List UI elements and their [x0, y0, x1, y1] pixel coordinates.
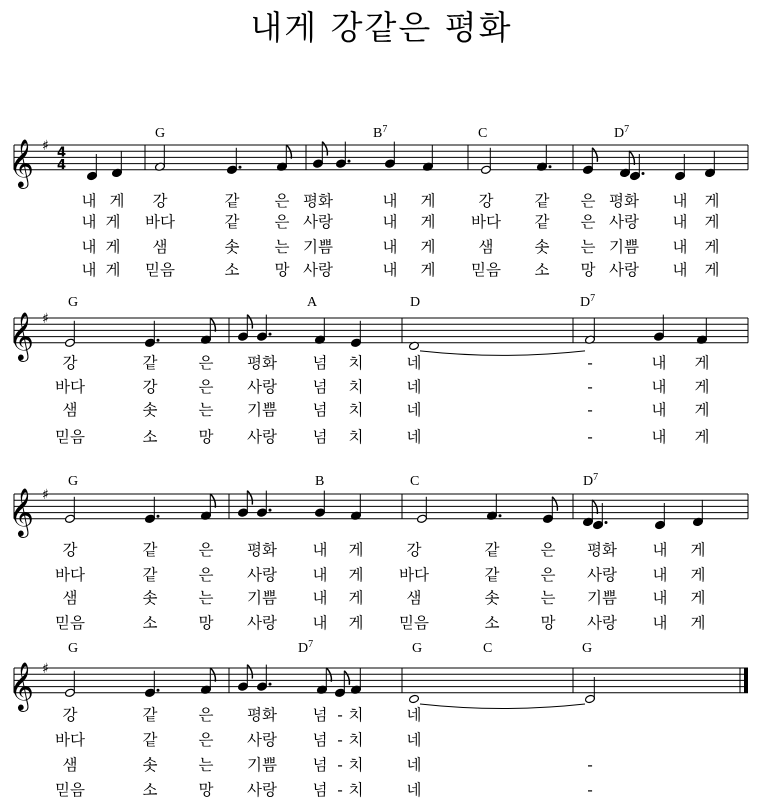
lyric-syllable: 같 [484, 541, 500, 559]
lyric-syllable: 게 [690, 566, 706, 584]
lyric-syllable: 평화 [247, 354, 277, 372]
lyric-syllable: - [337, 706, 343, 724]
lyric-syllable: 게 [704, 213, 720, 231]
lyric-syllable: 내 [652, 541, 668, 559]
lyric-syllable: 사랑 [247, 566, 277, 584]
note-dot [157, 689, 160, 692]
lyric-syllable: 같 [142, 354, 158, 372]
lyric-syllable: 은 [198, 566, 214, 584]
lyric-syllable: 은 [198, 354, 214, 372]
chord-symbol: $D^7$ [614, 124, 630, 141]
lyric-syllable: - [587, 354, 593, 372]
lyric-syllable: 샘 [478, 238, 494, 256]
lyric-syllable: 믿음 [55, 614, 85, 632]
treble-clef-icon: 𝄞 [9, 660, 34, 710]
lyric-syllable: 치 [348, 378, 364, 396]
note-dot [239, 166, 242, 169]
lyric-syllable: 내 [651, 354, 667, 372]
lyric-syllable: 내 [672, 213, 688, 231]
lyric-syllable: 게 [694, 428, 710, 446]
lyric-syllable: 는 [580, 238, 596, 256]
lyric-syllable: 솟 [142, 589, 158, 607]
lyric-syllable: 망 [198, 614, 214, 632]
lyric-syllable: 는 [198, 401, 214, 419]
note-dot [642, 172, 645, 175]
lyric-syllable: - [587, 428, 593, 446]
lyric-syllable: 같 [142, 706, 158, 724]
lyric-syllable: 은 [198, 706, 214, 724]
lyric-syllable: 내 [672, 261, 688, 279]
key-signature-sharp-icon: ♯ [42, 661, 49, 677]
note-flag [552, 497, 557, 511]
lyric-syllable: 치 [348, 756, 364, 774]
lyric-syllable: 치 [348, 401, 364, 419]
chord-symbol: G [68, 295, 79, 310]
note-flag [592, 500, 597, 514]
lyric-syllable: 소 [142, 781, 158, 799]
lyric-syllable: 게 [348, 614, 364, 632]
lyric-syllable: 는 [198, 756, 214, 774]
lyric-syllable: 강 [62, 706, 78, 724]
lyric-syllable: 기쁨 [609, 238, 639, 256]
lyric-syllable: 내 [312, 589, 328, 607]
lyric-syllable: 사랑 [609, 213, 639, 231]
lyric-syllable: 네 [406, 428, 422, 446]
lyric-syllable: 평화 [609, 192, 639, 210]
note-head [409, 694, 420, 703]
lyric-syllable: 넘 [312, 428, 328, 446]
lyric-syllable: 넘 [312, 401, 328, 419]
lyric-syllable: 사랑 [247, 781, 277, 799]
lyric-syllable: 내 [382, 238, 398, 256]
note-dot [499, 514, 502, 517]
time-signature-top: 4 [57, 145, 67, 161]
chord-symbol: G [155, 126, 166, 141]
note-dot [269, 333, 272, 336]
lyric-syllable: 내 [651, 401, 667, 419]
note-dot [157, 339, 160, 342]
lyric-syllable: 게 [105, 213, 121, 231]
lyric-syllable: 내 [382, 213, 398, 231]
chord-symbol: $D^7$ [298, 639, 314, 656]
lyric-syllable: 넘 [312, 706, 328, 724]
lyric-syllable: 강 [478, 192, 494, 210]
key-signature-sharp-icon: ♯ [42, 311, 49, 327]
lyric-syllable: 평화 [587, 541, 617, 559]
lyric-syllable: 바다 [471, 213, 501, 231]
lyric-syllable: 솟 [484, 589, 500, 607]
lyric-syllable: 게 [694, 354, 710, 372]
lyric-syllable: 내 [312, 614, 328, 632]
lyric-syllable: 기쁨 [587, 589, 617, 607]
chord-symbol: C [410, 474, 420, 489]
lyric-syllable: 솟 [142, 756, 158, 774]
lyric-syllable: 망 [198, 781, 214, 799]
lyric-syllable: 같 [224, 192, 240, 210]
lyric-syllable: - [587, 756, 593, 774]
lyric-syllable: 게 [694, 378, 710, 396]
lyric-syllable: 믿음 [145, 261, 175, 279]
chord-symbol: G [412, 641, 423, 656]
lyric-syllable: 는 [540, 589, 556, 607]
lyric-syllable: 게 [105, 238, 121, 256]
chord-symbol: $B^7$ [373, 124, 388, 141]
chord-symbol: G [582, 641, 593, 656]
lyric-syllable: 샘 [62, 401, 78, 419]
lyric-syllable: 게 [704, 261, 720, 279]
chord-symbol: G [68, 641, 79, 656]
lyric-syllable: 바다 [55, 566, 85, 584]
lyric-syllable: 넘 [312, 354, 328, 372]
lyric-syllable: 기쁨 [247, 589, 277, 607]
chord-symbol: A [307, 295, 318, 310]
lyric-syllable: 게 [420, 238, 436, 256]
lyric-syllable: 는 [198, 589, 214, 607]
chord-symbol: $D^7$ [583, 472, 599, 489]
note-flag [592, 148, 597, 162]
lyric-syllable: 네 [406, 706, 422, 724]
lyric-syllable: 내 [652, 566, 668, 584]
lyric-syllable: 은 [198, 378, 214, 396]
lyric-syllable: 소 [224, 261, 240, 279]
lyric-syllable: 사랑 [609, 261, 639, 279]
lyric-syllable: 내 [81, 261, 97, 279]
lyric-syllable: 넘 [312, 378, 328, 396]
time-signature-bottom: 4 [57, 157, 67, 173]
key-signature-sharp-icon: ♯ [42, 138, 49, 154]
lyric-syllable: 샘 [62, 756, 78, 774]
chord-symbol: G [68, 474, 79, 489]
lyric-syllable: 넘 [312, 756, 328, 774]
lyric-syllable: 게 [420, 213, 436, 231]
note-dot [269, 509, 272, 512]
lyric-syllable: 게 [348, 566, 364, 584]
lyric-syllable: 치 [348, 781, 364, 799]
lyric-syllable: - [337, 731, 343, 749]
lyric-syllable: 바다 [55, 731, 85, 749]
lyric-syllable: - [337, 756, 343, 774]
lyric-syllable: 소 [484, 614, 500, 632]
lyric-syllable: 내 [382, 261, 398, 279]
lyric-syllable: 바다 [55, 378, 85, 396]
lyric-syllable: 믿음 [399, 614, 429, 632]
lyric-syllable: - [337, 781, 343, 799]
tie [420, 351, 585, 356]
lyric-syllable: 사랑 [303, 261, 333, 279]
song-title: 내게 강같은 평화 [250, 8, 513, 47]
lyric-syllable: 믿음 [55, 781, 85, 799]
note-dot [549, 165, 552, 168]
lyric-syllable: 강 [152, 192, 168, 210]
note-flag [247, 315, 252, 329]
lyric-syllable: 게 [690, 614, 706, 632]
chord-symbol: $D^7$ [580, 293, 596, 310]
treble-clef-icon: 𝄞 [9, 137, 34, 187]
lyric-syllable: 내 [652, 614, 668, 632]
lyric-syllable: 평화 [247, 541, 277, 559]
lyric-syllable: 솟 [224, 238, 240, 256]
lyric-syllable: 믿음 [471, 261, 501, 279]
lyric-syllable: 샘 [406, 589, 422, 607]
note-flag [247, 491, 252, 505]
lyric-syllable: 강 [62, 354, 78, 372]
lyric-syllable: 망 [198, 428, 214, 446]
lyric-syllable: 같 [142, 731, 158, 749]
lyric-syllable: 게 [690, 589, 706, 607]
lyric-syllable: 내 [312, 541, 328, 559]
lyric-syllable: 기쁨 [247, 756, 277, 774]
lyric-syllable: 기쁨 [303, 238, 333, 256]
lyric-syllable: 내 [652, 589, 668, 607]
note-dot [348, 160, 351, 163]
lyric-syllable: 같 [142, 566, 158, 584]
final-bar-thick [744, 668, 748, 693]
lyric-syllable: 같 [484, 566, 500, 584]
lyric-syllable: 내 [651, 428, 667, 446]
lyric-syllable: 게 [109, 192, 125, 210]
lyric-syllable: 사랑 [247, 428, 277, 446]
lyric-syllable: 게 [348, 589, 364, 607]
lyric-syllable: 은 [198, 731, 214, 749]
lyric-syllable: 기쁨 [247, 401, 277, 419]
lyric-syllable: 네 [406, 781, 422, 799]
key-signature-sharp-icon: ♯ [42, 487, 49, 503]
lyric-syllable: 샘 [62, 589, 78, 607]
lyric-syllable: 게 [694, 401, 710, 419]
note-flag [344, 671, 349, 685]
lyric-syllable: 치 [348, 706, 364, 724]
chord-symbol: B [315, 474, 325, 489]
lyric-syllable: 게 [704, 192, 720, 210]
lyric-syllable: 은 [540, 566, 556, 584]
lyric-syllable: 사랑 [587, 566, 617, 584]
lyric-syllable: 같 [534, 213, 550, 231]
lyric-syllable: - [587, 401, 593, 419]
lyric-syllable: 소 [142, 614, 158, 632]
note-dot [269, 683, 272, 686]
lyric-syllable: 은 [274, 192, 290, 210]
lyric-syllable: 같 [224, 213, 240, 231]
lyric-syllable: 치 [348, 354, 364, 372]
lyric-syllable: 내 [672, 192, 688, 210]
lyric-syllable: 게 [420, 261, 436, 279]
lyric-syllable: 같 [142, 541, 158, 559]
lyric-syllable: 믿음 [55, 428, 85, 446]
lyric-syllable: 강 [62, 541, 78, 559]
note-dot [605, 521, 608, 524]
lyric-syllable: 사랑 [247, 731, 277, 749]
lyric-syllable: 평화 [247, 706, 277, 724]
lyric-syllable: 망 [540, 614, 556, 632]
lyric-syllable: 넘 [312, 781, 328, 799]
lyric-syllable: 게 [690, 541, 706, 559]
chord-symbol: C [478, 126, 488, 141]
lyric-syllable: 바다 [145, 213, 175, 231]
lyric-syllable: 은 [580, 213, 596, 231]
lyric-syllable: 은 [580, 192, 596, 210]
lyric-syllable: - [587, 781, 593, 799]
lyric-syllable: 사랑 [303, 213, 333, 231]
lyric-syllable: 내 [651, 378, 667, 396]
lyric-syllable: 네 [406, 354, 422, 372]
lyric-syllable: 게 [105, 261, 121, 279]
note-flag [247, 665, 252, 679]
lyric-syllable: 사랑 [247, 614, 277, 632]
lyric-syllable: 바다 [399, 566, 429, 584]
lyric-syllable: 네 [406, 378, 422, 396]
lyric-syllable: 는 [274, 238, 290, 256]
lyric-syllable: 네 [406, 401, 422, 419]
chord-symbol: D [410, 295, 421, 310]
lyric-syllable: 게 [704, 238, 720, 256]
lyric-syllable: 솟 [142, 401, 158, 419]
lyric-syllable: 솟 [534, 238, 550, 256]
lyric-syllable: 내 [81, 213, 97, 231]
lyric-syllable: 소 [142, 428, 158, 446]
lyric-syllable: 사랑 [247, 378, 277, 396]
lyric-syllable: 게 [348, 541, 364, 559]
treble-clef-icon: 𝄞 [9, 310, 34, 360]
lyric-syllable: 네 [406, 756, 422, 774]
chord-symbol: C [483, 641, 493, 656]
lyric-syllable: 내 [81, 192, 97, 210]
lyric-syllable: 같 [534, 192, 550, 210]
lyric-syllable: 평화 [303, 192, 333, 210]
lyric-syllable: 내 [382, 192, 398, 210]
note-flag [322, 142, 327, 156]
treble-clef-icon: 𝄞 [9, 486, 34, 536]
lyric-syllable: 치 [348, 428, 364, 446]
lyric-syllable: 은 [198, 541, 214, 559]
lyric-syllable: 망 [580, 261, 596, 279]
lyric-syllable: 내 [312, 566, 328, 584]
lyric-syllable: 샘 [152, 238, 168, 256]
lyric-syllable: 은 [274, 213, 290, 231]
lyric-syllable: 네 [406, 731, 422, 749]
lyric-syllable: 강 [142, 378, 158, 396]
lyric-syllable: 강 [406, 541, 422, 559]
lyric-syllable: 내 [672, 238, 688, 256]
lyric-syllable: - [587, 378, 593, 396]
note-dot [157, 515, 160, 518]
lyric-syllable: 게 [420, 192, 436, 210]
lyric-syllable: 사랑 [587, 614, 617, 632]
lyric-syllable: 내 [81, 238, 97, 256]
lyric-syllable: 소 [534, 261, 550, 279]
lyric-syllable: 넘 [312, 731, 328, 749]
lyric-syllable: 치 [348, 731, 364, 749]
lyric-syllable: 은 [540, 541, 556, 559]
lyric-syllable: 망 [274, 261, 290, 279]
tie [420, 704, 585, 709]
